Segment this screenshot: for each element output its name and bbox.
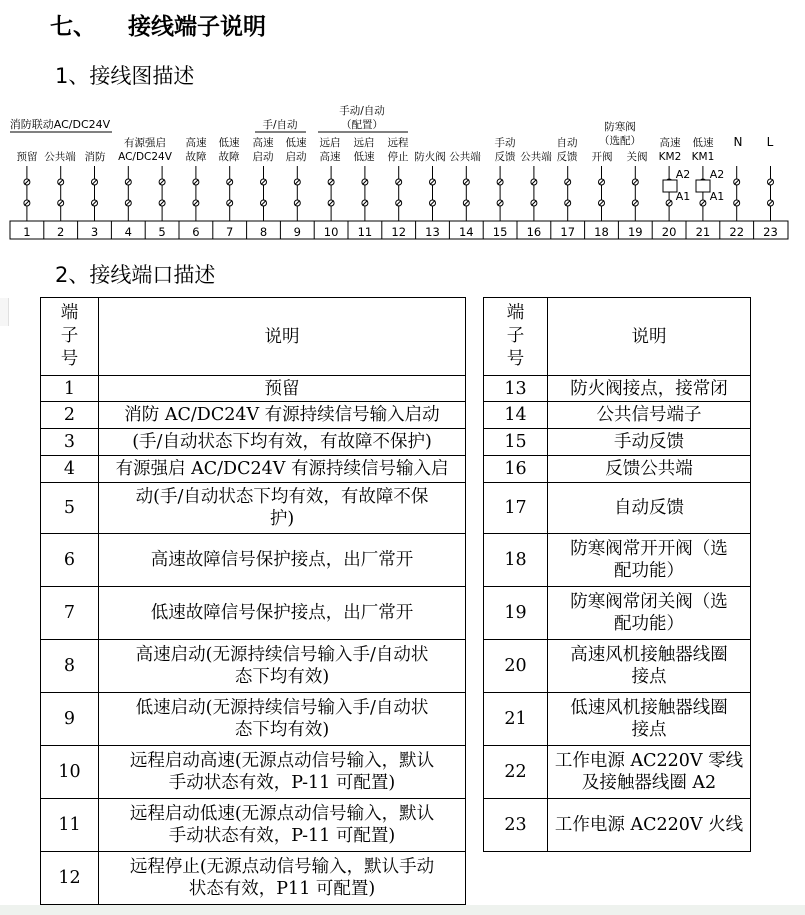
terminal-no-cell: 13 bbox=[484, 376, 548, 402]
group-fire-label: 消防联动AC/DC24V bbox=[9, 118, 111, 131]
label-t10b: 高速 bbox=[319, 151, 341, 163]
label-t16: 公共端 bbox=[520, 151, 552, 163]
label-t9a: 低速 bbox=[285, 137, 307, 149]
header-terminal-no: 端 子 号 bbox=[41, 298, 99, 376]
terminal-number: 10 bbox=[323, 225, 339, 239]
description-cell: 消防 AC/DC24V 有源持续信号输入启动 bbox=[99, 402, 466, 429]
terminal-number: 9 bbox=[293, 225, 301, 239]
terminal-no-cell: 19 bbox=[484, 587, 548, 640]
label-t6b: 故障 bbox=[185, 151, 207, 163]
terminal-number: 23 bbox=[763, 225, 778, 239]
description-cell: 高速故障信号保护接点，出厂常开 bbox=[99, 534, 466, 587]
label-t17b: 反馈 bbox=[556, 151, 578, 163]
terminal-no-cell: 10 bbox=[41, 746, 99, 799]
terminal-number: 17 bbox=[560, 225, 576, 239]
table-row bbox=[484, 456, 751, 483]
terminal-no-cell: 8 bbox=[41, 640, 99, 693]
table-row bbox=[484, 587, 751, 640]
label-t12a: 远程 bbox=[387, 137, 409, 149]
terminal-number: 5 bbox=[158, 225, 166, 239]
terminal-no-cell: 14 bbox=[484, 402, 548, 429]
description-cell: 工作电源 AC220V 火线 bbox=[548, 799, 751, 852]
terminal-number: 8 bbox=[259, 225, 268, 239]
table-row bbox=[41, 483, 466, 534]
label-t17a: 自动 bbox=[556, 137, 578, 149]
label-t8b: 启动 bbox=[252, 151, 274, 163]
description-cell: 手动反馈 bbox=[548, 429, 751, 456]
terminal-no-cell: 3 bbox=[41, 429, 99, 456]
terminal-number: 22 bbox=[729, 225, 745, 239]
description-cell: 高速启动(无源持续信号输入手/自动状 态下均有效) bbox=[99, 640, 466, 693]
table-row bbox=[484, 534, 751, 587]
group-ma-config-label: 手动/自动 bbox=[339, 105, 385, 117]
label-t10a: 远启 bbox=[319, 137, 341, 149]
terminal-no-cell: 9 bbox=[41, 693, 99, 746]
terminal-no-cell: 20 bbox=[484, 640, 548, 693]
description-cell: 预留 bbox=[99, 376, 466, 402]
bottom-bar bbox=[0, 905, 805, 915]
label-t8a: 高速 bbox=[252, 137, 274, 149]
label-t6a: 高速 bbox=[185, 137, 207, 149]
right-port-table bbox=[483, 297, 751, 852]
table-row bbox=[484, 402, 751, 429]
label-t4-5a: 有源强启 bbox=[124, 137, 166, 149]
description-cell: 工作电源 AC220V 零线 及接触器线圈 A2 bbox=[548, 746, 751, 799]
label-t4-5b: AC/DC24V bbox=[118, 151, 172, 163]
description-cell: 反馈公共端 bbox=[548, 456, 751, 483]
group-ma-config-label-2: （配置） bbox=[341, 119, 383, 131]
table-row bbox=[41, 429, 466, 456]
label-t20b: KM2 bbox=[658, 151, 682, 163]
label-t21b: KM1 bbox=[691, 151, 715, 163]
terminal-no-cell: 22 bbox=[484, 746, 548, 799]
terminal-no-cell: 5 bbox=[41, 483, 99, 534]
label-t20a: 高速 bbox=[659, 137, 681, 149]
page-edge-marker bbox=[0, 298, 9, 326]
description-cell: 防火阀接点，接常闭 bbox=[548, 376, 751, 402]
table-row bbox=[41, 640, 466, 693]
label-t21a: 低速 bbox=[692, 137, 714, 149]
table-row bbox=[484, 429, 751, 456]
terminal-number: 1 bbox=[23, 225, 31, 239]
coil-km1-a1: A1 bbox=[709, 190, 725, 203]
label-t7a: 低速 bbox=[218, 137, 240, 149]
port-description-heading: 2、接线端口描述 bbox=[55, 263, 216, 287]
coil-km2-a2: A2 bbox=[675, 168, 691, 181]
table-row bbox=[484, 640, 751, 693]
terminal-number: 16 bbox=[526, 225, 542, 239]
terminal-no-cell: 15 bbox=[484, 429, 548, 456]
header-description: 说明 bbox=[548, 298, 751, 376]
description-cell: 远程停止(无源点动信号输入，默认手动 状态有效，P11 可配置) bbox=[99, 852, 466, 905]
left-port-table bbox=[40, 297, 466, 905]
terminal-number: 14 bbox=[458, 225, 474, 239]
terminal-number: 18 bbox=[594, 225, 609, 239]
label-t15b: 反馈 bbox=[494, 151, 516, 163]
wiring-diagram bbox=[0, 100, 805, 245]
terminal-no-cell: 16 bbox=[484, 456, 548, 483]
coil-km1-a2: A2 bbox=[709, 168, 725, 181]
table-row bbox=[41, 746, 466, 799]
table-row bbox=[41, 587, 466, 640]
label-t12b: 停止 bbox=[387, 151, 409, 163]
table-row bbox=[484, 799, 751, 852]
group-antifreeze-label-2: （选配） bbox=[599, 135, 641, 147]
group-manual-auto-label: 手/自动 bbox=[262, 119, 298, 131]
description-cell: 低速风机接触器线圈 接点 bbox=[548, 693, 751, 746]
description-cell: 远程启动高速(无源点动信号输入，默认 手动状态有效，P-11 可配置) bbox=[99, 746, 466, 799]
wiring-diagram-heading: 1、接线图描述 bbox=[55, 64, 195, 88]
description-cell: 远程启动低速(无源点动信号输入，默认 手动状态有效，P-11 可配置) bbox=[99, 799, 466, 852]
terminal-no-cell: 6 bbox=[41, 534, 99, 587]
label-t14: 公共端 bbox=[449, 151, 481, 163]
label-t3: 消防 bbox=[84, 151, 106, 163]
table-row bbox=[484, 376, 751, 402]
terminal-no-cell: 21 bbox=[484, 693, 548, 746]
terminal-no-cell: 4 bbox=[41, 456, 99, 483]
terminal-number: 19 bbox=[627, 225, 643, 239]
terminal-number: 11 bbox=[357, 225, 373, 239]
label-t23: L bbox=[766, 135, 774, 149]
terminal-number: 6 bbox=[192, 225, 200, 239]
table-row bbox=[484, 483, 751, 534]
label-t2: 公共端 bbox=[44, 151, 76, 163]
description-cell: (手/自动状态下均有效，有故障不保护) bbox=[99, 429, 466, 456]
terminal-number: 15 bbox=[492, 225, 508, 239]
terminal-no-cell: 18 bbox=[484, 534, 548, 587]
description-cell: 公共信号端子 bbox=[548, 402, 751, 429]
terminal-number: 4 bbox=[124, 225, 132, 239]
table-row bbox=[484, 693, 751, 746]
terminal-no-cell: 12 bbox=[41, 852, 99, 905]
label-t7b: 故障 bbox=[218, 151, 240, 163]
label-t1: 预留 bbox=[16, 151, 38, 163]
label-t22: N bbox=[733, 135, 743, 149]
terminal-number: 13 bbox=[425, 225, 440, 239]
terminal-number: 7 bbox=[226, 225, 234, 239]
table-row bbox=[484, 746, 751, 799]
terminal-no-cell: 1 bbox=[41, 376, 99, 402]
terminal-no-cell: 7 bbox=[41, 587, 99, 640]
table-row bbox=[41, 456, 466, 483]
table-row bbox=[41, 376, 466, 402]
label-t13: 防火阀 bbox=[414, 151, 446, 163]
terminal-number: 2 bbox=[57, 225, 65, 239]
terminal-number: 20 bbox=[661, 225, 677, 239]
terminal-no-cell: 23 bbox=[484, 799, 548, 852]
description-cell: 有源强启 AC/DC24V 有源持续信号输入启 bbox=[99, 456, 466, 483]
header-terminal-no: 端 子 号 bbox=[484, 298, 548, 376]
terminal-no-cell: 2 bbox=[41, 402, 99, 429]
label-t18: 开阀 bbox=[591, 151, 613, 163]
group-antifreeze-label: 防寒阀 bbox=[604, 121, 636, 133]
contactor-coil-km1-icon bbox=[696, 180, 710, 192]
coil-km2-a1: A1 bbox=[675, 190, 691, 203]
description-cell: 自动反馈 bbox=[548, 483, 751, 534]
description-cell: 动(手/自动状态下均有效，有故障不保 护) bbox=[99, 483, 466, 534]
label-t11a: 远启 bbox=[353, 137, 375, 149]
table-row bbox=[41, 534, 466, 587]
table-row bbox=[41, 693, 466, 746]
description-cell: 防寒阀常闭关阀（选 配功能） bbox=[548, 587, 751, 640]
description-cell: 高速风机接触器线圈 接点 bbox=[548, 640, 751, 693]
section-title: 七、 接线端子说明 bbox=[50, 14, 267, 40]
description-cell: 防寒阀常开开阀（选 配功能） bbox=[548, 534, 751, 587]
label-t19: 关阀 bbox=[626, 151, 648, 163]
table-row bbox=[41, 402, 466, 429]
label-t15a: 手动 bbox=[494, 137, 516, 149]
description-cell: 低速启动(无源持续信号输入手/自动状 态下均有效) bbox=[99, 693, 466, 746]
terminal-number: 12 bbox=[391, 225, 407, 239]
label-t11b: 低速 bbox=[353, 151, 375, 163]
table-row bbox=[41, 799, 466, 852]
label-t9b: 启动 bbox=[285, 151, 307, 163]
terminal-no-cell: 11 bbox=[41, 799, 99, 852]
terminal-no-cell: 17 bbox=[484, 483, 548, 534]
header-description: 说明 bbox=[99, 298, 466, 376]
terminal-number: 3 bbox=[90, 225, 99, 239]
description-cell: 低速故障信号保护接点，出厂常开 bbox=[99, 587, 466, 640]
table-header-row bbox=[484, 298, 751, 376]
table-row bbox=[41, 852, 466, 905]
table-header-row bbox=[41, 298, 466, 376]
terminal-number: 21 bbox=[695, 225, 711, 239]
